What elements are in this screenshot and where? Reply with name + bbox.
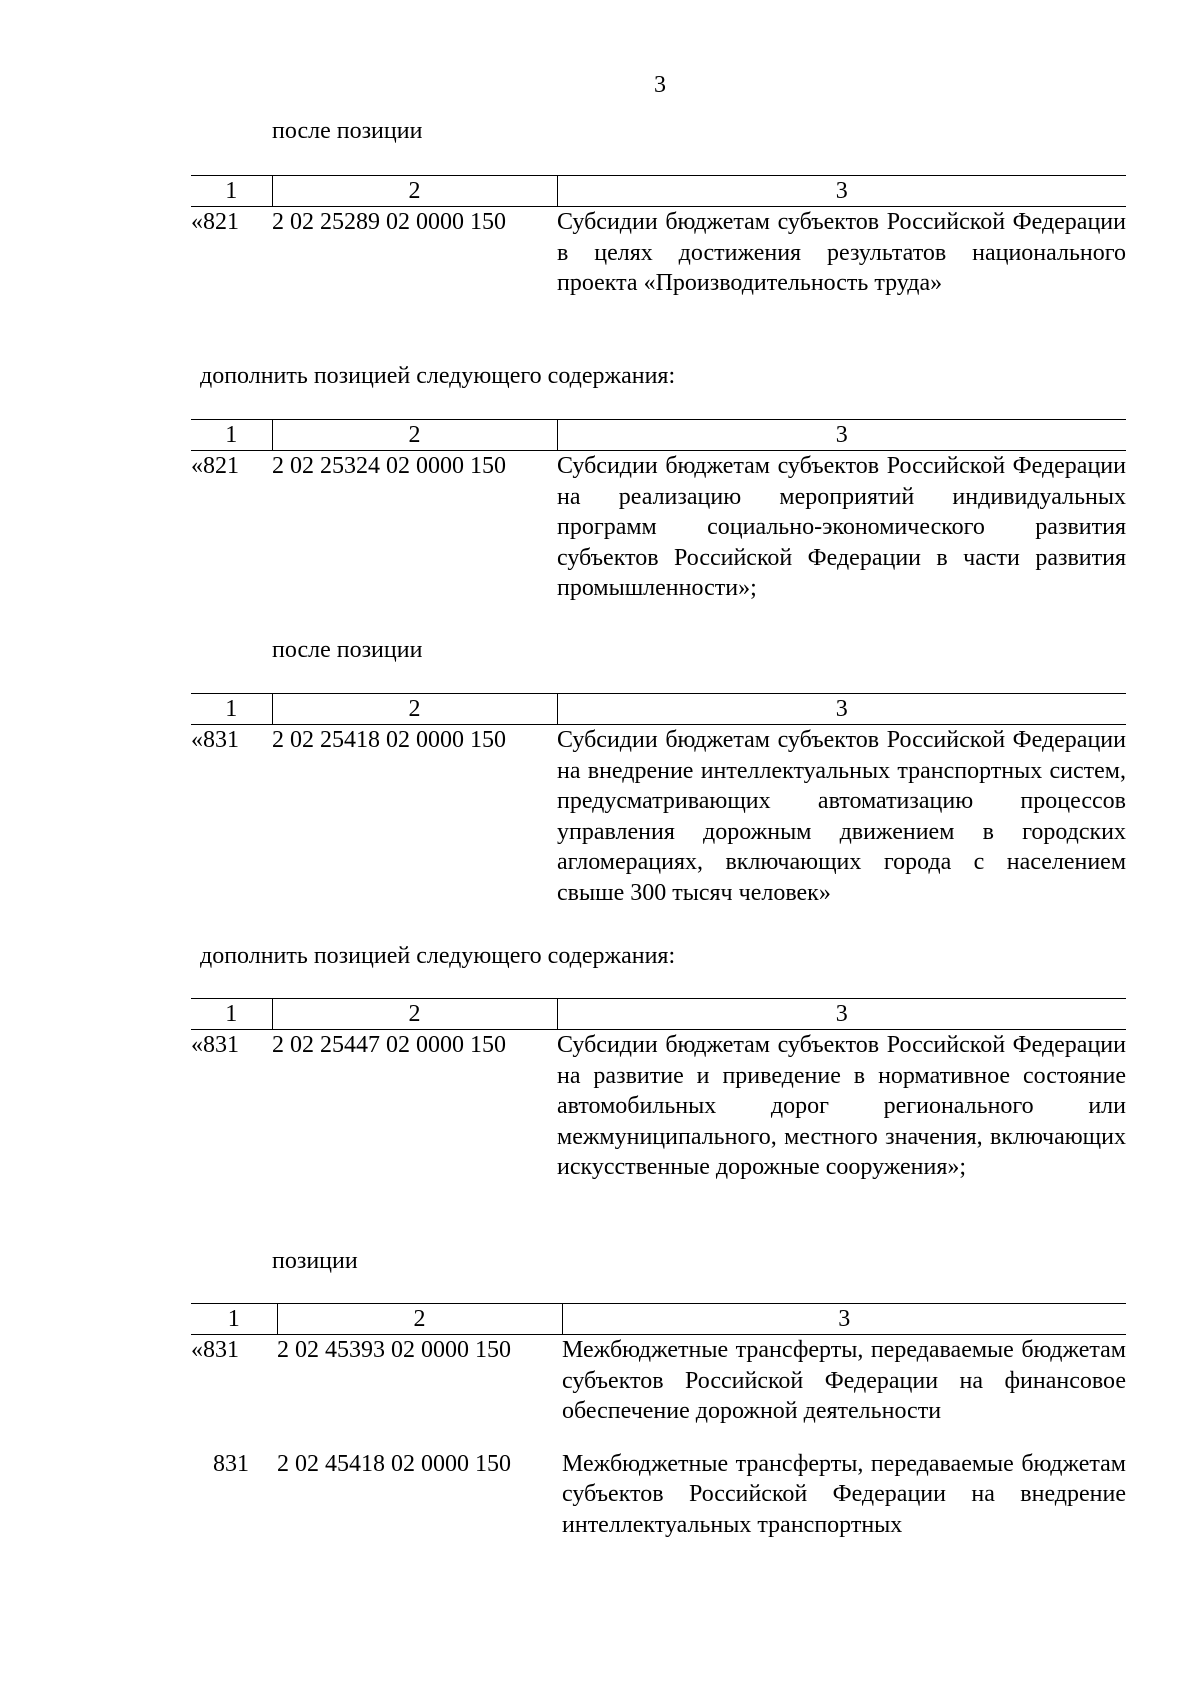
header-col-1: 1: [191, 420, 272, 451]
block-4-intro: дополнить позицией следующего содержания:: [200, 943, 676, 969]
row-kbk: 2 02 45418 02 0000 150: [277, 1450, 511, 1477]
row-description: Межбюджетные трансферты, передаваемые бюджетам субъектов Российской Федерации на внедрение интеллектуальных транспортных: [562, 1450, 1126, 1538]
row-code: «821: [191, 209, 239, 235]
block-1-intro: после позиции: [272, 118, 423, 144]
header-row: [191, 1304, 1126, 1335]
header-col-3: 3: [557, 176, 1126, 207]
header-col-1: 1: [191, 176, 272, 207]
header-col-3: 3: [557, 999, 1126, 1030]
header-col-1: 1: [191, 999, 272, 1030]
row-description: Субсидии бюджетам субъектов Российской Федерации в целях достижения результатов национального проекта «Производительность труда»: [557, 209, 1126, 296]
header-col-3: 3: [557, 420, 1126, 451]
row-description: Субсидии бюджетам субъектов Российской Федерации на реализацию мероприятий индивидуальных программ социально-экономического развития субъектов Российской Федерации в части развития промышленности»;: [557, 453, 1126, 601]
row-kbk: 2 02 45393 02 0000 150: [277, 1337, 511, 1363]
table-row: [191, 1449, 1126, 1541]
row-kbk: 2 02 25324 02 0000 150: [272, 453, 506, 479]
block-5-intro: позиции: [272, 1248, 358, 1274]
row-kbk: 2 02 25418 02 0000 150: [272, 727, 506, 753]
header-col-1: 1: [191, 694, 272, 725]
page-number: 3: [654, 72, 666, 98]
table-row: [191, 451, 1126, 604]
row-description: Межбюджетные трансферты, передаваемые бюджетам субъектов Российской Федерации на финансовое обеспечение дорожной деятельности: [562, 1337, 1126, 1424]
header-col-3: 3: [557, 694, 1126, 725]
header-row: [191, 420, 1126, 451]
row-kbk: 2 02 25289 02 0000 150: [272, 209, 506, 235]
header-col-2: 2: [272, 176, 557, 207]
row-description: Субсидии бюджетам субъектов Российской Федерации на внедрение интеллектуальных транспортных систем, предусматривающих автоматизацию процессов управления дорожным движением в городских агломерациях, включающих города с населением свыше 300 тысяч человек»: [557, 727, 1126, 906]
header-col-2: 2: [272, 999, 557, 1030]
block-5-table: [191, 1303, 1126, 1540]
block-2-table: [191, 419, 1126, 604]
block-3-table: [191, 693, 1126, 908]
table-row: [191, 207, 1126, 299]
header-row: [191, 694, 1126, 725]
header-col-3: 3: [562, 1304, 1126, 1335]
header-col-2: 2: [272, 420, 557, 451]
header-row: [191, 176, 1126, 207]
row-code: 831: [213, 1450, 249, 1477]
row-code: «831: [191, 1337, 239, 1363]
row-code: «821: [191, 453, 239, 479]
row-code: «831: [191, 1032, 239, 1058]
table-row: [191, 725, 1126, 909]
header-col-1: 1: [191, 1304, 277, 1335]
header-col-2: 2: [272, 694, 557, 725]
row-code: «831: [191, 727, 239, 753]
row-spacer: [191, 1427, 1126, 1449]
table-row: [191, 1335, 1126, 1427]
header-col-2: 2: [277, 1304, 562, 1335]
row-kbk: 2 02 25447 02 0000 150: [272, 1032, 506, 1058]
header-row: [191, 999, 1126, 1030]
block-2-intro: дополнить позицией следующего содержания:: [200, 363, 676, 389]
table-row: [191, 1030, 1126, 1183]
block-4-table: [191, 998, 1126, 1183]
block-1-table: [191, 175, 1126, 299]
row-description: Субсидии бюджетам субъектов Российской Федерации на развитие и приведение в нормативное состояние автомобильных дорог регионального или межмуниципального, местного значения, включающих искусственные дорожные сооружения»;: [557, 1032, 1126, 1180]
block-3-intro: после позиции: [272, 637, 423, 663]
